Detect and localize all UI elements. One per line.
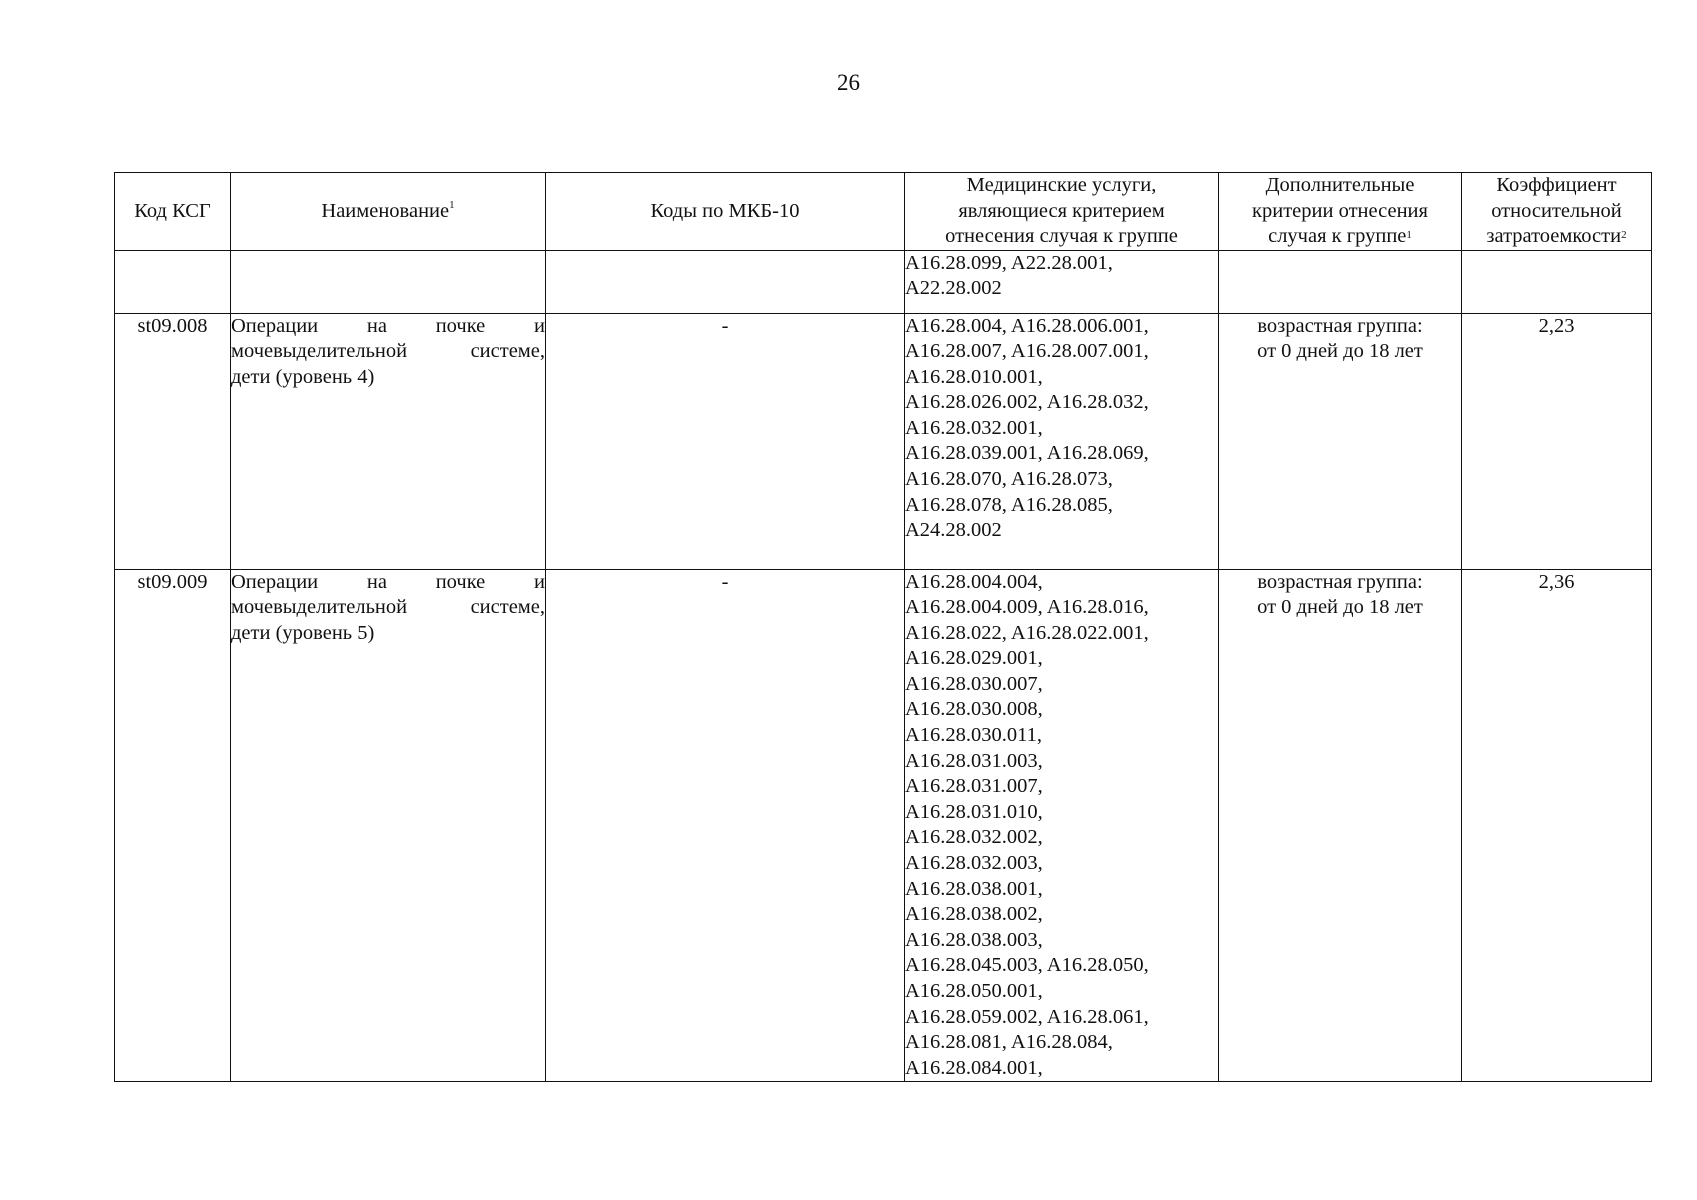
page-number: 26 [837, 70, 860, 95]
cell-name [231, 250, 546, 313]
cell-icd10: - [546, 569, 905, 1082]
cell-code: st09.008 [115, 313, 231, 569]
header-code: Код КСГ [115, 173, 231, 251]
header-coefficient: Коэффициент относительной затратоемкости$^2$ [1462, 173, 1652, 251]
cell-services: A16.28.004.004, A16.28.004.009, A16.28.016, A16.28.022, A16.28.022.001, A16.28.029.001, A16.28.030.007, A16.28.030.008, A16.28.030.011, A16.28.031.003, A16.28.031.007, A16.28.031.010, A16.28.032.002, A16.28.032.003, A16.28.038.001, A16.28.038.002, A16.28.038.003, A16.28.045.003, A16.28.050, A16.28.050.001, A16.28.059.002, A16.28.061, A16.28.081, A16.28.084, A16.28.084.001, [905, 569, 1219, 1082]
table-row-continued [115, 250, 1652, 313]
header-name: Наименование$^1$ [231, 173, 546, 251]
footnote-mark: 1 [1406, 229, 1412, 241]
cell-services: A16.28.004, A16.28.006.001, A16.28.007, A16.28.007.001, A16.28.010.001, A16.28.026.002, A16.28.032, A16.28.032.001, A16.28.039.001, A16.28.069, A16.28.070, A16.28.073, A16.28.078, A16.28.085, A24.28.002 [905, 313, 1219, 569]
cell-name: Операции на почке и мочевыделительной системе, дети (уровень 4) [231, 313, 546, 569]
footnote-mark: 2 [1621, 229, 1627, 241]
cell-coefficient [1462, 250, 1652, 313]
cell-criteria: возрастная группа: от 0 дней до 18 лет [1219, 569, 1462, 1082]
cell-code [115, 250, 231, 313]
cell-coefficient: 2,36 [1462, 569, 1652, 1082]
footnote-mark: 1 [449, 198, 455, 211]
header-criteria: Дополнительные критерии отнесения случая к группе$^1$ [1219, 173, 1462, 251]
cell-services: A16.28.099, A22.28.001, A22.28.002 [905, 250, 1219, 313]
cell-coefficient: 2,23 [1462, 313, 1652, 569]
table-row [115, 569, 1652, 1082]
cell-criteria [1219, 250, 1462, 313]
cell-name: Операции на почке и мочевыделительной системе, дети (уровень 5) [231, 569, 546, 1082]
cell-code: st09.009 [115, 569, 231, 1082]
header-icd10: Коды по МКБ-10 [546, 173, 905, 251]
header-services: Медицинские услуги, являющиеся критерием отнесения случая к группе [905, 173, 1219, 251]
cell-icd10 [546, 250, 905, 313]
table-header-row [115, 173, 1652, 251]
cell-criteria: возрастная группа: от 0 дней до 18 лет [1219, 313, 1462, 569]
ksg-table [114, 172, 1652, 1082]
table-row [115, 313, 1652, 569]
cell-icd10: - [546, 313, 905, 569]
